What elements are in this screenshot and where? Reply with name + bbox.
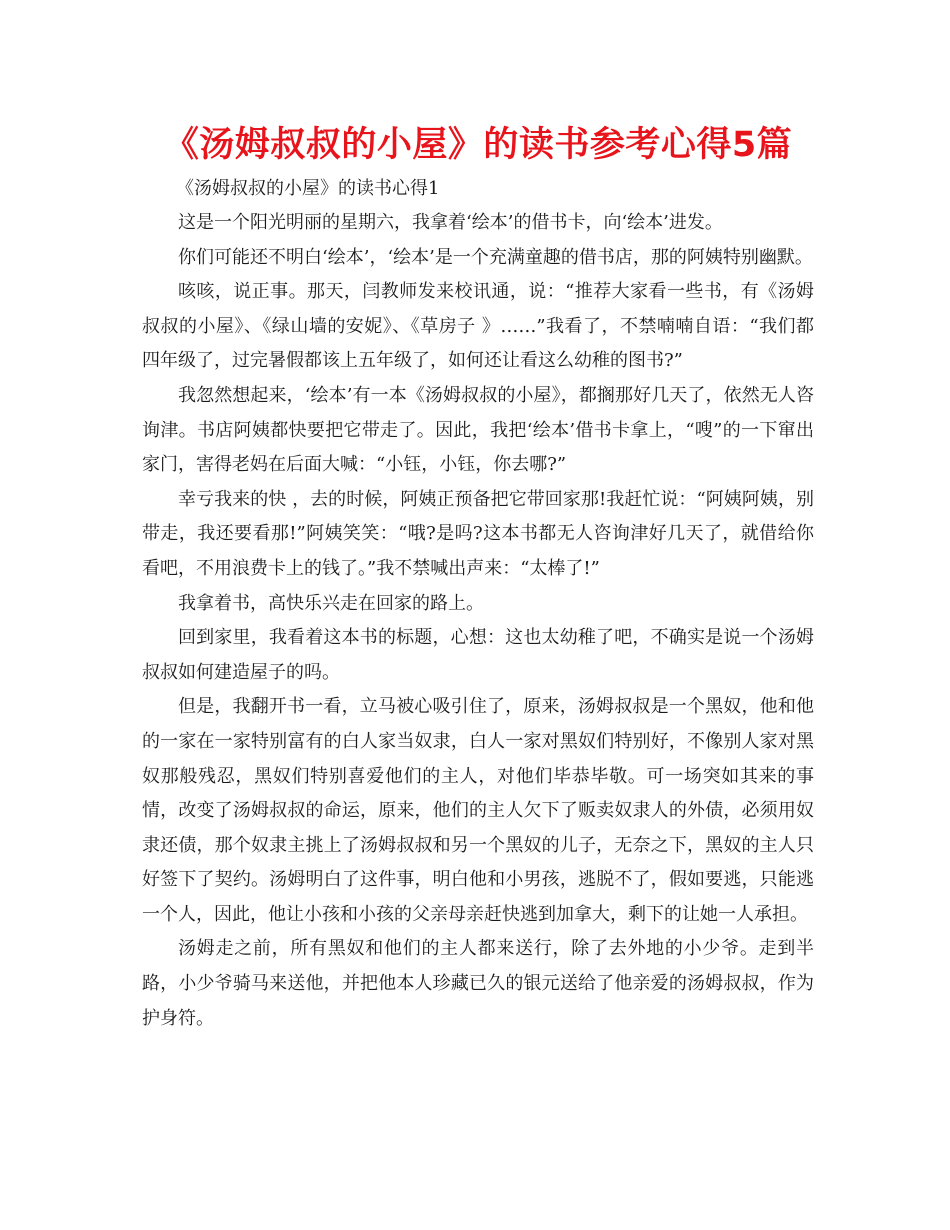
paragraph-1: 这是一个阳光明丽的星期六，我拿着‘绘本’的借书卡，向‘绘本’进发。 (178, 212, 723, 233)
section-subtitle: 《汤姆叔叔的小屋》的读书心得1 (176, 178, 440, 199)
paragraph-6: 我拿着书，高快乐兴走在回家的路上。 (178, 592, 484, 614)
paragraph-7: 回到家里，我看着这本书的标题，心想：这也太幼稚了吧，不确实是说一个汤姆叔叔如何建造屋子的吗。 (142, 627, 814, 683)
document-title: 《汤姆叔叔的小屋》的读书参考心得5篇 (163, 125, 793, 165)
document-page (142, 118, 814, 1036)
paragraph-8: 但是，我翻开书一看，立马被心吸引住了，原来，汤姆叔叔是一个黑奴，他和他的一家在一家特别富有的白人家当奴隶，白人一家对黑奴们特别好，不像别人家对黑奴那般残忍，黑奴们特别喜爱他们的主人，对他们毕恭毕敬。可一场突如其来的事情，改变了汤姆叔叔的命运，原来，他们的主人欠下了贩卖奴隶人的外债，必须用奴隶还债，那个奴隶主挑上了汤姆叔叔和另一个黑奴的儿子，无奈之下，黑奴的主人只好签下了契约。汤姆明白了这件事，明白他和小男孩，逃脱不了，假如要逃，只能逃一个人，因此，他让小孩和小孩的父亲母亲赶快逃到加拿大，剩下的让她一人承担。 (142, 696, 814, 925)
paragraph-5: 幸亏我来的快 ，去的时候，阿姨正预备把它带回家那!我赶忙说：“阿姨阿姨，别带走，我还要看那!”阿姨笑笑：“哦?是吗?这本书都无人咨询津好几天了，就借给你看吧，不用浪费卡上的钱了。”我不禁喊出声来：“太棒了!” (142, 488, 814, 579)
paragraph-4: 我忽然想起来，‘绘本’有一本《汤姆叔叔的小屋》，都搁那好几天了，依然无人咨询津。书店阿姨都快要把它带走了。因此，我把‘绘本’借书卡拿上，“嗖”的一下窜出家门，害得老妈在后面大喊：“小钰，小钰，你去哪?” (142, 384, 814, 476)
paragraph-2: 你们可能还不明白‘绘本’，‘绘本’是一个充满童趣的借书店，那的阿姨特别幽默。 (178, 246, 813, 268)
document-body (142, 206, 814, 1036)
paragraph-3: 咳咳，说正事。那天，闫教师发来校讯通，说：“推荐大家看一些书，有《汤姆叔叔的小屋》、《绿山墙的安妮》、《草房子 》……”我看了，不禁喃喃自语：“我们都四年级了，过完暑假都该上五年级了，如何还让看这么幼稚的图书?” (142, 281, 814, 372)
paragraph-9: 汤姆走之前，所有黑奴和他们的主人都来送行，除了去外地的小少爷。走到半路，小少爷骑马来送他，并把他本人珍藏已久的银元送给了他亲爱的汤姆叔叔，作为护身符。 (142, 938, 814, 1029)
